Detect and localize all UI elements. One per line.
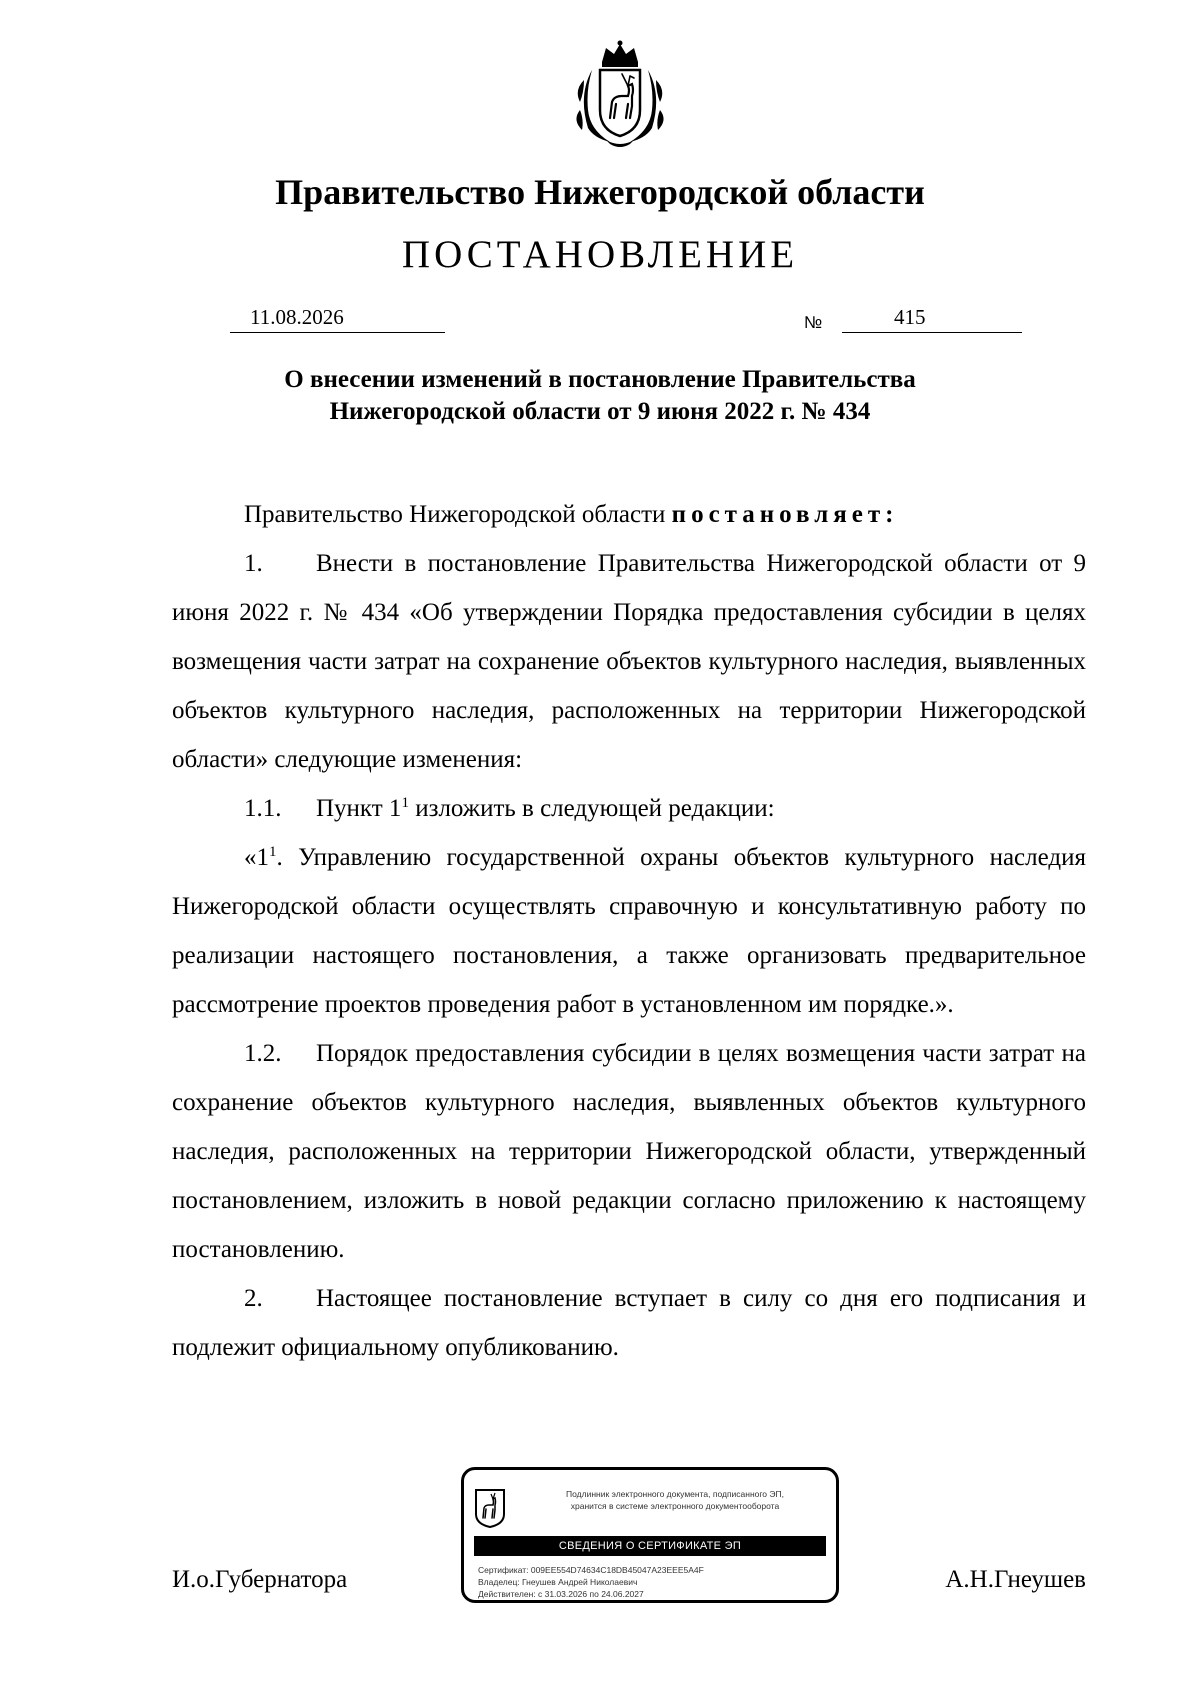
paragraph-text: Пункт 1 — [316, 795, 402, 822]
certificate-owner: Владелец: Гнеушев Андрей Николаевич — [478, 1577, 638, 1587]
paragraph-number: 1.1. — [244, 795, 282, 822]
document-date: 11.08.2026 — [230, 304, 445, 333]
deer-emblem-icon — [474, 1488, 506, 1528]
intro-lead: Правительство Нижегородской области — [244, 501, 672, 528]
paragraph-1-1 — [172, 784, 1086, 833]
paragraph-text: Внести в постановление Правительства Нижегородской области от 9 июня 2022 г. № 434 «Об утверждении Порядка предоставления субсидии в целях возмещения части затрат на сохранение объектов культурного наследия, выявленных объектов культурного наследия, расположенных на территории Нижегородской области» следующие изменения: — [172, 550, 1086, 773]
paragraph-number: 1.2. — [244, 1040, 282, 1067]
paragraph-text: Порядок предоставления субсидии в целях возмещения части затрат на сохранение объектов культурного наследия, выявленных объектов культурного наследия, расположенных на территории Нижегородской области, утвержденный постановлением, изложить в новой редакции согласно приложению к настоящему постановлению. — [172, 1040, 1086, 1263]
quote-text: «1 — [244, 844, 269, 871]
decree-word: постановляет: — [671, 501, 899, 528]
organization-name: Правительство Нижегородской области — [275, 172, 925, 212]
paragraph-number: 2. — [244, 1285, 263, 1312]
stamp-header — [520, 1488, 830, 1512]
certificate-validity: Действителен: с 31.03.2026 по 24.06.2027 — [478, 1589, 644, 1599]
document-body — [172, 490, 1086, 1372]
superscript: 1 — [401, 795, 409, 811]
document-number: 415 — [842, 304, 1022, 333]
document-subject — [0, 364, 1200, 428]
stamp-certificate-info — [478, 1564, 704, 1600]
stamp-title-bar: СВЕДЕНИЯ О СЕРТИФИКАТЕ ЭП — [474, 1536, 826, 1556]
signer-name: А.Н.Гнеушев — [945, 1566, 1086, 1593]
electronic-signature-stamp — [461, 1467, 839, 1603]
paragraph-number: 1. — [244, 550, 263, 577]
subject-line: Нижегородской области от 9 июня 2022 г. № 434 — [329, 398, 871, 425]
paragraph-1-2 — [172, 1029, 1086, 1274]
paragraph-text: изложить в следующей редакции: — [408, 795, 775, 822]
paragraph-2 — [172, 1274, 1086, 1372]
signer-title: И.о.Губернатора — [172, 1566, 348, 1593]
superscript: 1 — [269, 844, 277, 860]
quoted-paragraph — [172, 833, 1086, 1029]
intro-paragraph — [172, 490, 1086, 539]
stamp-line: Подлинник электронного документа, подписанного ЭП, — [566, 1489, 784, 1499]
paragraph-text: Настоящее постановление вступает в силу со дня его подписания и подлежит официальному опубликованию. — [172, 1285, 1086, 1361]
stamp-line: хранится в системе электронного документооборота — [570, 1501, 780, 1511]
certificate-serial: Сертификат: 009EE554D74634C18DB45047A23EEE5A4F — [478, 1565, 704, 1575]
quote-text: . Управлению государственной охраны объектов культурного наследия Нижегородской области осуществлять справочную и консультативную работу по реализации настоящего постановления, а также организовать предварительное рассмотрение проектов проведения работ в установленном им порядке.». — [172, 844, 1086, 1018]
document-type: ПОСТАНОВЛЕНИЕ — [401, 233, 799, 276]
subject-line: О внесении изменений в постановление Правительства — [284, 366, 916, 393]
coat-of-arms-icon — [570, 40, 670, 148]
number-sign: № — [804, 313, 823, 332]
paragraph-1 — [172, 539, 1086, 784]
